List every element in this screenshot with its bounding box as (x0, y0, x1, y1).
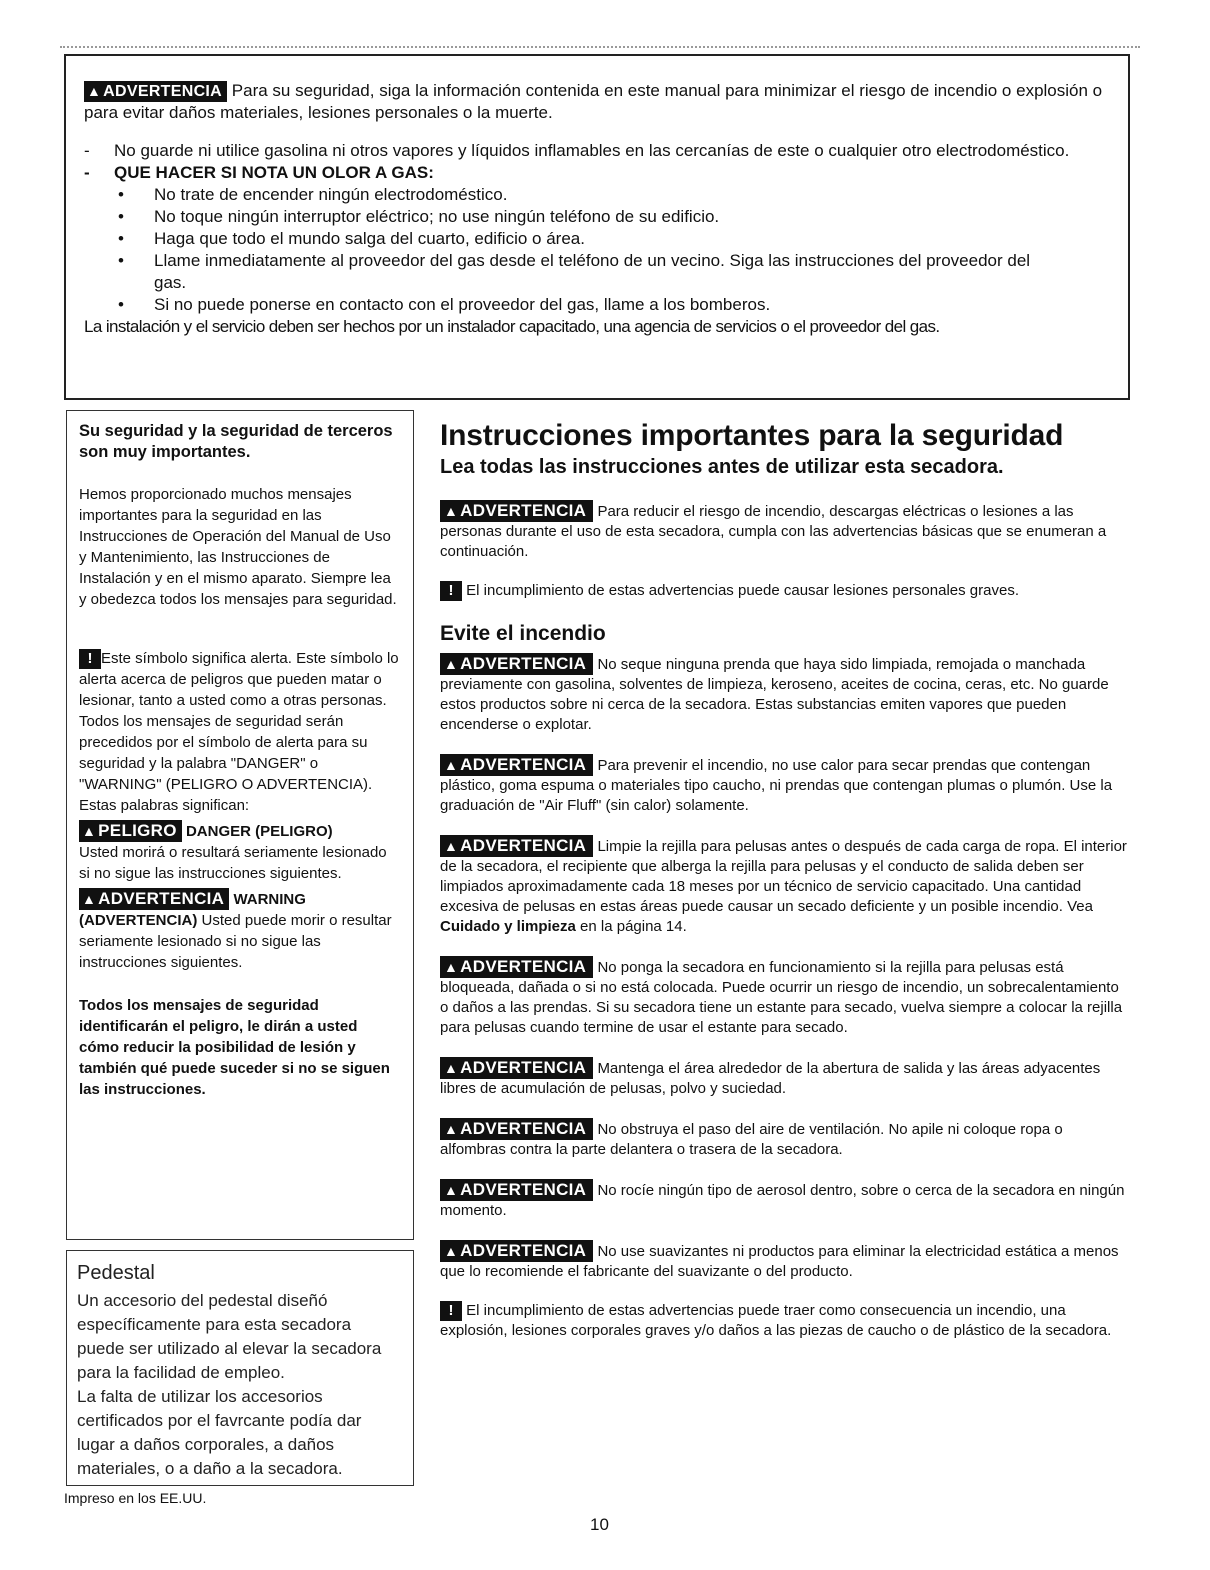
item-text: No guarde ni utilice gasolina ni otros vapores y líquidos inflamables en las cercanías de este o cualquier otro electrodoméstico. (114, 141, 1070, 160)
warning-paragraph: ! El incumplimiento de estas advertencias puede causar lesiones personales graves. (440, 581, 1130, 601)
list-item: • No trate de encender ningún electrodoméstico. (118, 185, 508, 204)
advertencia-badge: ▲ ADVERTENCIA (440, 1118, 593, 1140)
advertencia-badge: ▲ ADVERTENCIA (440, 835, 593, 857)
warning-definition: ▲ ADVERTENCIA WARNING (ADVERTENCIA) Usted puede morir o resultar seriamente lesionado si no sigue las instrucciones siguientes. (79, 889, 392, 971)
advertencia-badge: ▲ ADVERTENCIA (440, 1240, 593, 1262)
warning-triangle-icon: ▲ (444, 656, 459, 672)
peligro-badge: ▲ PELIGRO (79, 820, 182, 842)
warning-triangle-icon: ! (440, 1301, 462, 1321)
gas-warning-box (64, 54, 1130, 400)
warning-paragraph: ▲ ADVERTENCIA No seque ninguna prenda que haya sido limpiada, remojada o manchada previamente con gasolina, solventes de limpieza, keroseno, aceites de cocina, ceras, etc. No guarde estos productos sobre ni cerca de la secadora. Estas substancias emiten vapores que pueden encenderse o explotar. (440, 654, 1109, 733)
warning-triangle-icon: ▲ (444, 1121, 459, 1137)
care-link-text: Cuidado y limpieza (440, 918, 576, 935)
installation-note: La instalación y el servicio deben ser hechos por un instalador capacitado, una agencia de servicios o el proveedor del gas. (84, 317, 940, 336)
main-content (440, 418, 1130, 1360)
warning-triangle-icon: ! (79, 649, 101, 669)
warning-paragraph: ▲ ADVERTENCIA Para reducir el riesgo de incendio, descargas eléctricas o lesiones a las personas durante el uso de esta secadora, cumpla con las advertencias básicas que se enumeran a continuación. (440, 501, 1107, 560)
warning-triangle-icon: ▲ (444, 1182, 459, 1198)
list-item: • Llame inmediatamente al proveedor del gas desde el teléfono de un vecino. Siga las instrucciones del proveedor del gas. (118, 251, 1031, 292)
advertencia-badge: ▲ ADVERTENCIA (440, 754, 593, 776)
warning-triangle-icon: ! (440, 581, 462, 601)
list-item: • No toque ningún interruptor eléctrico; no use ningún teléfono de su edificio. (118, 207, 720, 226)
list-item: • Si no puede ponerse en contacto con el proveedor del gas, llame a los bomberos. (118, 295, 771, 314)
page-number: 10 (590, 1515, 609, 1534)
warning-paragraph: ▲ ADVERTENCIA No rocíe ningún tipo de aerosol dentro, sobre o cerca de la secadora en ningún momento. (440, 1180, 1125, 1219)
warning-triangle-icon: ▲ (444, 959, 459, 975)
warning-triangle-icon: ▲ (444, 838, 459, 854)
warning-triangle-icon: ▲ (444, 503, 459, 519)
warning-paragraph: ▲ ADVERTENCIA Mantenga el área alrededor de la abertura de salida y las áreas adyacentes libres de acumulación de pelusas, polvo y suciedad. (440, 1058, 1101, 1097)
pedestal-paragraph: Un accesorio del pedestal diseñó específicamente para esta secadora puede ser utilizado al elevar la secadora para la facilidad de empleo. (77, 1291, 382, 1382)
intro-text: Para su seguridad, siga la información contenida en este manual para minimizar el riesgo de incendio o explosión o para evitar daños materiales, lesiones personales o la muerte. (84, 81, 1103, 122)
warning-triangle-icon: ▲ (444, 757, 459, 773)
pedestal-box (66, 1250, 414, 1486)
safety-sidebar (66, 410, 414, 1240)
gas-heading: - QUE HACER SI NOTA UN OLOR A GAS: (84, 163, 434, 182)
advertencia-badge: ▲ ADVERTENCIA (440, 1179, 593, 1201)
sidebar-paragraph: Hemos proporcionado muchos mensajes importantes para la seguridad en las Instrucciones de Operación del Manual de Uso y Mantenimiento, las Instrucciones de Instalación y en el mismo aparato. Siempre lea y obedezca todos los mensajes para seguridad. (79, 486, 397, 608)
list-item: - No guarde ni utilice gasolina ni otros vapores y líquidos inflamables en las cercanías de este o cualquier otro electrodoméstico. (84, 141, 1070, 160)
warning-paragraph: ! El incumplimiento de estas advertencias puede traer como consecuencia un incendio, una explosión, lesiones corporales graves y/o daños a las piezas de caucho o de plástico de la secadora. (440, 1302, 1112, 1339)
danger-definition: ▲ PELIGRO DANGER (PELIGRO) Usted morirá o resultará seriamente lesionado si no sigue las instrucciones siguientes. (79, 821, 387, 882)
pedestal-title: Pedestal (77, 1262, 155, 1284)
advertencia-badge: ▲ ADVERTENCIA (440, 956, 593, 978)
sidebar-heading: Su seguridad y la seguridad de terceros son muy importantes. (79, 422, 393, 461)
warning-paragraph: ▲ ADVERTENCIA No obstruya el paso del aire de ventilación. No apile ni coloque ropa o alfombras contra la parte delantera o trasera de la secadora. (440, 1119, 1063, 1158)
pedestal-paragraph: La falta de utilizar los accesorios certificados por el favrcante podía dar lugar a daños corporales, a daños materiales, o a daño a la secadora. (77, 1387, 362, 1478)
advertencia-badge: ▲ ADVERTENCIA (440, 500, 593, 522)
page-subtitle: Lea todas las instrucciones antes de utilizar esta secadora. (440, 456, 1004, 478)
gas-warning-intro (84, 80, 1110, 124)
warning-triangle-icon: ▲ (444, 1060, 459, 1076)
alert-symbol-paragraph: ! Este símbolo significa alerta. Este símbolo lo alerta acerca de peligros que pueden matar o lesionar, tanto a usted como a otras personas. Todos los mensajes de seguridad serán precedidos por el símbolo de alerta para su seguridad y la palabra "DANGER" o "WARNING" (PELIGRO O ADVERTENCIA). Estas palabras significan: (79, 650, 399, 814)
warning-paragraph: ▲ ADVERTENCIA No ponga la secadora en funcionamiento si la rejilla para pelusas está bloqueada, dañada o si no está colocada. Puede ocurrir un riesgo de incendio, un sobrecalentamiento o daños a las prendas. Si su secadora tiene un estante para secado, vuelva siempre a colocar la rejilla para pelusas cuando termine de usar el estante para secado. (440, 957, 1123, 1036)
warning-triangle-icon: ▲ (87, 83, 102, 99)
advertencia-badge: ▲ ADVERTENCIA (79, 888, 229, 910)
warning-triangle-icon: ▲ (444, 1243, 459, 1259)
warning-paragraph: ▲ ADVERTENCIA No use suavizantes ni productos para eliminar la electricidad estática a menos que lo recomiende el fabricante del suavizante o del producto. (440, 1241, 1119, 1280)
top-rule (60, 46, 1140, 48)
advertencia-badge: ▲ ADVERTENCIA (84, 81, 227, 102)
advertencia-badge: ▲ ADVERTENCIA (440, 653, 593, 675)
warning-paragraph: ▲ ADVERTENCIA Para prevenir el incendio, no use calor para secar prendas que contengan plástico, goma espuma o materiales tipo caucho, ni prendas que contengan plumas o plumón. Use la graduación de "Air Fluff" (sin calor) solamente. (440, 755, 1113, 814)
page-title: Instrucciones importantes para la seguridad (440, 419, 1064, 452)
sidebar-closing: Todos los mensajes de seguridad identificarán el peligro, le dirán a usted cómo reducir la posibilidad de lesión y también qué puede suceder si no se siguen las instrucciones. (79, 997, 390, 1098)
printed-in: Impreso en los EE.UU. (64, 1490, 207, 1506)
section-heading: Evite el incendio (440, 622, 606, 645)
advertencia-badge: ▲ ADVERTENCIA (440, 1057, 593, 1079)
warning-paragraph: ▲ ADVERTENCIA Limpie la rejilla para pelusas antes o después de cada carga de ropa. El interior de la secadora, el recipiente que alberga la rejilla para pelusas y el conducto de salida deben ser limpiados aproximadamente cada 18 meses por un técnico de servicio capacitado. Una cantidad excesiva de pelusas en estas áreas puede causar un secado deficiente y un posible incendio. Vea Cuidado y limpieza en la página 14. (440, 836, 1127, 935)
list-item: • Haga que todo el mundo salga del cuarto, edificio o área. (118, 229, 585, 248)
warning-triangle-icon: ▲ (82, 891, 97, 907)
warning-triangle-icon: ▲ (82, 823, 97, 839)
